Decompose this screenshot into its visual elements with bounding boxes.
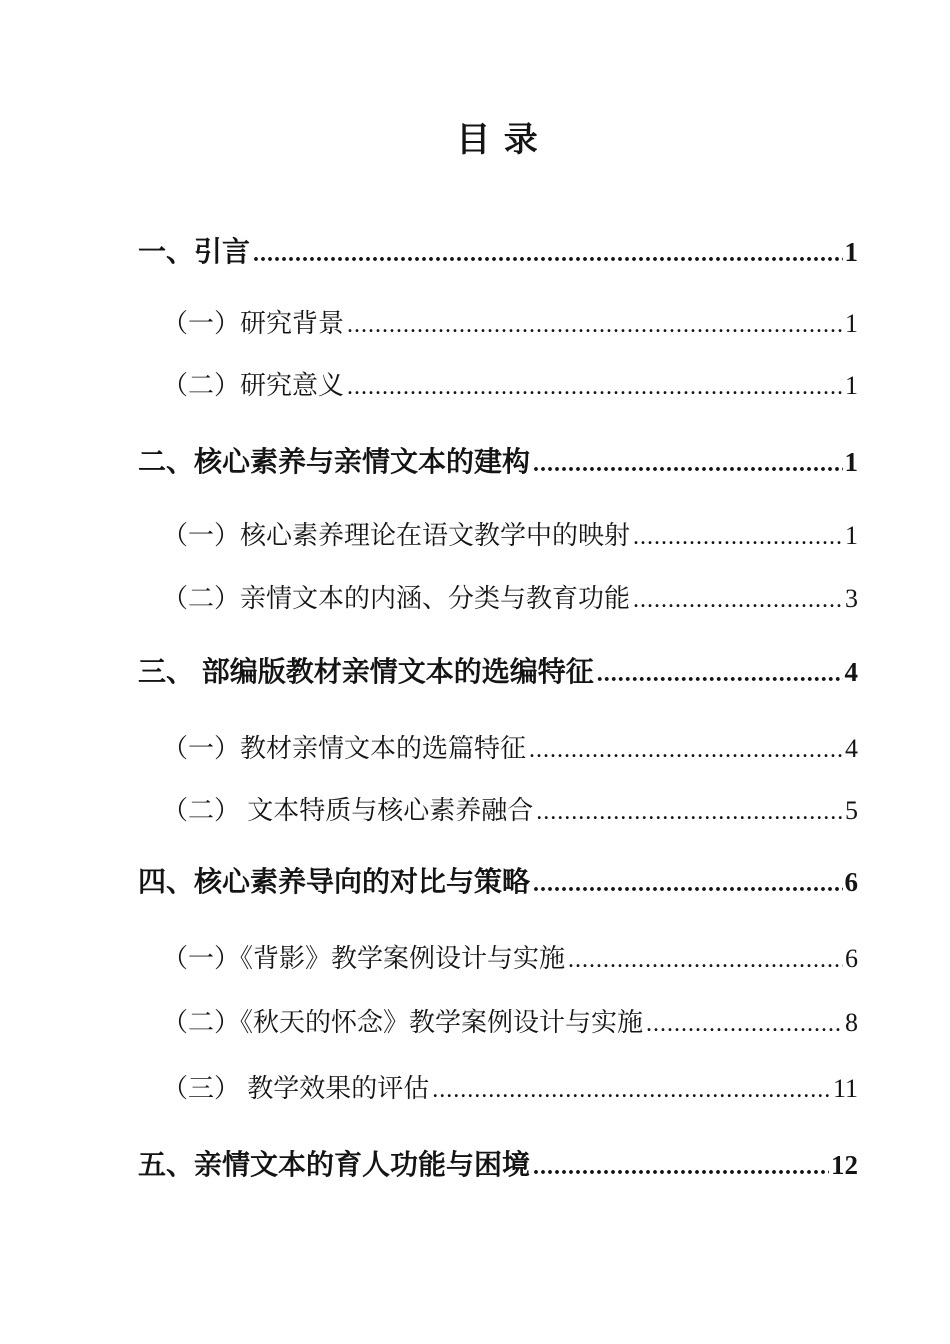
toc-entry-label: （一）《背影》教学案例设计与实施 (162, 943, 566, 973)
toc-entry[interactable] (138, 444, 858, 480)
toc-entry-label: （二）《秋天的怀念》教学案例设计与实施 (162, 1007, 644, 1037)
dot-leader (533, 1149, 829, 1185)
toc-entry[interactable] (138, 654, 858, 690)
toc-page-number: 6 (844, 867, 858, 897)
toc-page-number: 3 (845, 584, 858, 613)
toc-page-number: 4 (844, 657, 858, 687)
toc-page-number: 1 (845, 521, 858, 550)
toc-page-number: 11 (832, 1074, 858, 1103)
toc-entry-label: 一、引言 (138, 236, 251, 267)
toc-page-number: 1 (844, 447, 858, 477)
toc-page-number: 1 (845, 309, 858, 338)
toc-entry-label: 二、核心素养与亲情文本的建构 (138, 446, 531, 477)
toc-entry[interactable] (138, 1147, 858, 1183)
toc-page-number: 12 (831, 1150, 858, 1180)
toc-entry-label: 三、 部编版教材亲情文本的选编特征 (138, 656, 594, 687)
dot-leader (568, 942, 843, 978)
dot-leader (646, 1006, 843, 1042)
toc-entry[interactable] (138, 580, 858, 616)
dot-leader (347, 307, 843, 343)
toc-entry[interactable] (138, 1070, 858, 1106)
toc-entry-label: （二） 文本特质与核心素养融合 (162, 795, 534, 825)
dot-leader (597, 656, 843, 692)
toc-entry-label: （三） 教学效果的评估 (162, 1073, 430, 1103)
toc-entry[interactable] (138, 1004, 858, 1040)
dot-leader (533, 866, 842, 902)
page-title: 目 录 (456, 121, 540, 159)
toc-entry[interactable] (138, 730, 858, 766)
toc-entry-label: 五、亲情文本的育人功能与困境 (138, 1149, 531, 1180)
toc-entry[interactable] (138, 367, 858, 403)
dot-leader (536, 794, 843, 830)
toc-entry[interactable] (138, 234, 858, 270)
toc-page-number: 6 (845, 944, 858, 973)
toc-entry[interactable] (138, 305, 858, 341)
toc-entry[interactable] (138, 940, 858, 976)
toc-page-number: 1 (845, 371, 858, 400)
toc-entry-label: （一）研究背景 (162, 308, 345, 338)
dot-leader (633, 519, 843, 555)
dot-leader (633, 582, 843, 618)
toc-entry-label: （二）研究意义 (162, 370, 345, 400)
toc-entry-label: （一）教材亲情文本的选篇特征 (162, 733, 527, 763)
dot-leader (253, 236, 842, 272)
dot-leader (347, 369, 843, 405)
toc-entry-label: （一）核心素养理论在语文教学中的映射 (162, 520, 631, 550)
toc-page-number: 4 (845, 734, 858, 763)
toc-entry-label: （二）亲情文本的内涵、分类与教育功能 (162, 583, 631, 613)
toc-entry-label: 四、核心素养导向的对比与策略 (138, 866, 531, 897)
dot-leader (432, 1072, 831, 1108)
dot-leader (533, 446, 842, 482)
dot-leader (529, 732, 843, 768)
toc-entry[interactable] (138, 517, 858, 553)
toc-entry[interactable] (138, 792, 858, 828)
toc-page-number: 5 (845, 796, 858, 825)
toc-entry[interactable] (138, 864, 858, 900)
toc-page-number: 1 (844, 237, 858, 267)
toc-page-number: 8 (845, 1008, 858, 1037)
